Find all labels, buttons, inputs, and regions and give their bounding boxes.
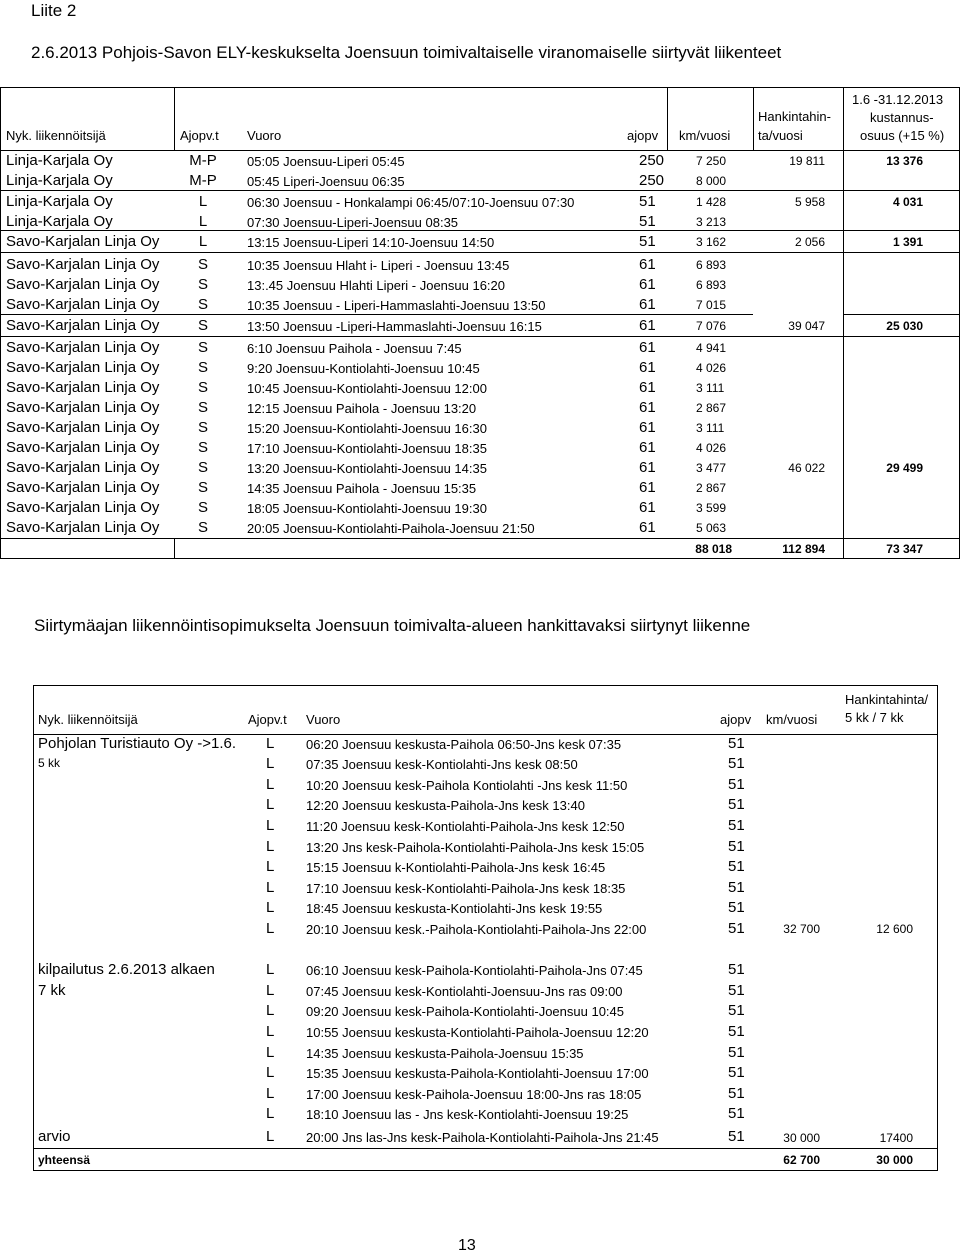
route-days: L <box>266 755 275 772</box>
route-description: 09:20 Joensuu kesk-Paihola-Kontiolahti-Joensuu 10:45 <box>306 1004 624 1019</box>
row-km: 3 213 <box>696 215 727 229</box>
row-operator: Linja-Karjala Oy <box>6 152 113 169</box>
route-days: L <box>266 1128 275 1145</box>
route-ajopv: 51 <box>728 817 745 834</box>
appendix-label: Liite 2 <box>31 1 77 20</box>
row-days: S <box>197 419 208 436</box>
route-description: 10:55 Joensuu keskusta-Kontiolahti-Paihola-Joensuu 12:20 <box>306 1025 649 1040</box>
route-description: 20:00 Jns las-Jns kesk-Paihola-Kontiolahti-Paihola-Jns 21:45 <box>306 1130 659 1145</box>
row-ajopv: 61 <box>639 419 656 436</box>
row-days: S <box>197 399 208 416</box>
header-km: km/vuosi <box>679 128 731 143</box>
header-operator: Nyk. liikennöitsijä <box>6 128 106 143</box>
row-operator: Savo-Karjalan Linja Oy <box>6 233 160 250</box>
row-km: 2 867 <box>696 401 727 415</box>
route-ajopv: 51 <box>728 755 745 772</box>
row-days: S <box>197 479 208 496</box>
row-km: 6 893 <box>696 258 727 272</box>
row-route: 13:20 Joensuu-Kontiolahti-Joensuu 14:35 <box>247 461 487 476</box>
group2-cost: 17400 <box>879 1131 913 1145</box>
route-description: 07:35 Joensuu kesk-Kontiolahti-Jns kesk 08:50 <box>306 757 578 772</box>
row-cost: 2 056 <box>794 235 825 249</box>
row-ajopv: 61 <box>639 296 656 313</box>
route-ajopv: 51 <box>728 1128 745 1145</box>
row-ajopv: 61 <box>639 439 656 456</box>
page-title: 2.6.2013 Pohjois-Savon ELY-keskukselta Joensuun toimivaltaiselle viranomaiselle siirtyvät liikenteet <box>31 43 782 62</box>
row-route: 14:35 Joensuu Paihola - Joensuu 15:35 <box>247 481 477 496</box>
route-days: L <box>266 1023 275 1040</box>
row-km: 3 162 <box>696 235 727 249</box>
route-days: L <box>266 961 275 978</box>
row-days: S <box>197 519 208 536</box>
group2-operator: kilpailutus 2.6.2013 alkaen <box>38 961 215 978</box>
t2-total-km: 62 700 <box>783 1153 820 1167</box>
route-description: 12:20 Joensuu keskusta-Paihola-Jns kesk 13:40 <box>306 798 585 813</box>
row-km: 6 893 <box>696 278 727 292</box>
row-days: S <box>197 256 208 273</box>
route-description: 06:20 Joensuu keskusta-Paihola 06:50-Jns kesk 07:35 <box>306 737 622 752</box>
route-days: L <box>266 1044 275 1061</box>
row-km: 3 599 <box>696 501 727 515</box>
route-days: L <box>266 1064 275 1081</box>
row-operator: Savo-Karjalan Linja Oy <box>6 379 160 396</box>
row-ajopv: 61 <box>639 519 656 536</box>
row-route: 9:20 Joensuu-Kontiolahti-Joensuu 10:45 <box>247 361 480 376</box>
header-share-b: kustannus- <box>870 110 934 125</box>
route-days: L <box>266 817 275 834</box>
route-days: L <box>266 1085 275 1102</box>
total-km: 88 018 <box>695 542 732 556</box>
row-operator: Linja-Karjala Oy <box>6 172 113 189</box>
route-ajopv: 51 <box>728 735 745 752</box>
row-days: S <box>197 317 208 334</box>
t2-header-km: km/vuosi <box>766 712 818 727</box>
route-days: L <box>266 1105 275 1122</box>
row-operator: Savo-Karjalan Linja Oy <box>6 479 160 496</box>
row-route: 05:05 Joensuu-Liperi 05:45 <box>247 154 405 169</box>
row-operator: Savo-Karjalan Linja Oy <box>6 339 160 356</box>
row-km: 8 000 <box>696 174 727 188</box>
row-days: L <box>198 193 208 210</box>
route-description: 17:10 Joensuu kesk-Kontiolahti-Paihola-Jns kesk 18:35 <box>306 881 626 896</box>
route-days: L <box>266 796 275 813</box>
route-ajopv: 51 <box>728 838 745 855</box>
total-share: 73 347 <box>886 542 923 556</box>
row-ajopv: 51 <box>639 233 656 250</box>
row-days: S <box>197 296 208 313</box>
row-operator: Savo-Karjalan Linja Oy <box>6 519 160 536</box>
route-ajopv: 51 <box>728 776 745 793</box>
header-route: Vuoro <box>247 128 282 143</box>
group1-cost: 12 600 <box>876 922 913 936</box>
header-share-c: osuus (+15 %) <box>860 128 945 143</box>
group2-duration: 7 kk <box>38 982 66 999</box>
route-ajopv: 51 <box>728 982 745 999</box>
t2-total-label: yhteensä <box>38 1153 91 1167</box>
row-route: 10:45 Joensuu-Kontiolahti-Joensuu 12:00 <box>247 381 487 396</box>
row-cost: 39 047 <box>788 319 825 333</box>
row-km: 4 941 <box>696 341 727 355</box>
group2-estimate: arvio <box>38 1128 71 1145</box>
header-cost-a: Hankintahin- <box>758 109 831 124</box>
header-ajopv: ajopv <box>627 128 659 143</box>
row-ajopv: 51 <box>639 193 656 210</box>
row-cost: 5 958 <box>794 195 825 209</box>
route-description: 14:35 Joensuu keskusta-Paihola-Joensuu 15:35 <box>306 1046 584 1061</box>
row-km: 3 111 <box>696 381 725 395</box>
row-km: 2 867 <box>696 481 727 495</box>
row-route: 17:10 Joensuu-Kontiolahti-Joensuu 18:35 <box>247 441 487 456</box>
route-days: L <box>266 899 275 916</box>
row-km: 4 026 <box>696 361 727 375</box>
t2-header-days: Ajopv.t <box>248 712 287 727</box>
route-days: L <box>266 1002 275 1019</box>
row-route: 13:15 Joensuu-Liperi 14:10-Joensuu 14:50 <box>247 235 495 250</box>
row-ajopv: 61 <box>639 499 656 516</box>
row-operator: Savo-Karjalan Linja Oy <box>6 459 160 476</box>
group1-operator: Pohjolan Turistiauto Oy ->1.6. <box>38 735 237 752</box>
row-route: 18:05 Joensuu-Kontiolahti-Joensuu 19:30 <box>247 501 487 516</box>
header-days: Ajopv.t <box>180 128 219 143</box>
route-description: 18:10 Joensuu las - Jns kesk-Kontiolahti-Joensuu 19:25 <box>306 1107 629 1122</box>
route-ajopv: 51 <box>728 1085 745 1102</box>
header-share-a: 1.6 -31.12.2013 <box>852 92 944 107</box>
t2-header-operator: Nyk. liikennöitsijä <box>38 712 138 727</box>
row-share: 4 031 <box>892 195 923 209</box>
route-description: 06:10 Joensuu kesk-Paihola-Kontiolahti-Paihola-Jns 07:45 <box>306 963 643 978</box>
row-share: 25 030 <box>886 319 923 333</box>
row-days: M-P <box>189 172 217 189</box>
row-route: 10:35 Joensuu Hlaht i- Liperi - Joensuu 13:45 <box>247 258 510 273</box>
row-route: 6:10 Joensuu Paihola - Joensuu 7:45 <box>247 341 462 356</box>
row-operator: Linja-Karjala Oy <box>6 213 113 230</box>
route-days: L <box>266 776 275 793</box>
route-ajopv: 51 <box>728 1023 745 1040</box>
group2-km: 30 000 <box>783 1131 820 1145</box>
row-days: L <box>198 233 208 250</box>
row-km: 4 026 <box>696 441 727 455</box>
row-operator: Savo-Karjalan Linja Oy <box>6 317 160 334</box>
row-km: 3 477 <box>696 461 727 475</box>
route-description: 18:45 Joensuu keskusta-Kontiolahti-Jns kesk 19:55 <box>306 901 603 916</box>
row-days: S <box>197 339 208 356</box>
route-days: L <box>266 920 275 937</box>
route-description: 15:35 Joensuu keskusta-Paihola-Kontiolahti-Joensuu 17:00 <box>306 1066 649 1081</box>
row-ajopv: 61 <box>639 459 656 476</box>
row-km: 7 250 <box>696 154 727 168</box>
row-route: 13:.45 Joensuu Hlahti Liperi - Joensuu 16:20 <box>247 278 506 293</box>
row-route: 13:50 Joensuu -Liperi-Hammaslahti-Joensuu 16:15 <box>247 319 542 334</box>
row-ajopv: 61 <box>639 317 656 334</box>
row-operator: Savo-Karjalan Linja Oy <box>6 256 160 273</box>
row-route: 10:35 Joensuu - Liperi-Hammaslahti-Joensuu 13:50 <box>247 298 546 313</box>
route-description: 20:10 Joensuu kesk.-Paihola-Kontiolahti-Paihola-Jns 22:00 <box>306 922 647 937</box>
t2-header-ajopv: ajopv <box>720 712 752 727</box>
row-ajopv: 61 <box>639 276 656 293</box>
row-ajopv: 61 <box>639 339 656 356</box>
section-title: Siirtymäajan liikennöintisopimukselta Joensuun toimivalta-alueen hankittavaksi siirtynyt liikenne <box>34 616 751 635</box>
route-days: L <box>266 838 275 855</box>
route-ajopv: 51 <box>728 1044 745 1061</box>
row-operator: Linja-Karjala Oy <box>6 193 113 210</box>
route-description: 10:20 Joensuu kesk-Paihola Kontiolahti -Jns kesk 11:50 <box>306 778 628 793</box>
group1-km: 32 700 <box>783 922 820 936</box>
row-operator: Savo-Karjalan Linja Oy <box>6 399 160 416</box>
route-days: L <box>266 982 275 999</box>
row-km: 3 111 <box>696 421 725 435</box>
route-ajopv: 51 <box>728 1105 745 1122</box>
row-operator: Savo-Karjalan Linja Oy <box>6 359 160 376</box>
t2-total-cost: 30 000 <box>876 1153 913 1167</box>
route-days: L <box>266 858 275 875</box>
route-ajopv: 51 <box>728 920 745 937</box>
route-ajopv: 51 <box>728 961 745 978</box>
route-ajopv: 51 <box>728 1002 745 1019</box>
row-ajopv: 61 <box>639 256 656 273</box>
row-route: 20:05 Joensuu-Kontiolahti-Paihola-Joensuu 21:50 <box>247 521 535 536</box>
route-days: L <box>266 735 275 752</box>
row-ajopv: 250 <box>639 172 665 189</box>
row-ajopv: 61 <box>639 479 656 496</box>
row-ajopv: 61 <box>639 379 656 396</box>
row-km: 7 076 <box>696 319 727 333</box>
row-cost: 19 811 <box>789 154 825 168</box>
row-ajopv: 51 <box>639 213 656 230</box>
page-number: 13 <box>458 1237 476 1254</box>
row-days: S <box>197 459 208 476</box>
row-ajopv: 250 <box>639 152 665 169</box>
route-ajopv: 51 <box>728 899 745 916</box>
route-ajopv: 51 <box>728 796 745 813</box>
row-operator: Savo-Karjalan Linja Oy <box>6 276 160 293</box>
route-description: 15:15 Joensuu k-Kontiolahti-Paihola-Jns kesk 16:45 <box>306 860 606 875</box>
route-ajopv: 51 <box>728 879 745 896</box>
row-operator: Savo-Karjalan Linja Oy <box>6 499 160 516</box>
row-days: S <box>197 359 208 376</box>
row-days: M-P <box>189 152 217 169</box>
group1-duration: 5 kk <box>38 756 61 770</box>
row-km: 1 428 <box>696 195 727 209</box>
row-operator: Savo-Karjalan Linja Oy <box>6 439 160 456</box>
row-share: 29 499 <box>886 461 923 475</box>
row-km: 7 015 <box>696 298 727 312</box>
t2-header-cost-b: 5 kk / 7 kk <box>845 710 904 725</box>
row-ajopv: 61 <box>639 399 656 416</box>
row-ajopv: 61 <box>639 359 656 376</box>
row-route: 05:45 Liperi-Joensuu 06:35 <box>247 174 405 189</box>
row-share: 1 391 <box>892 235 923 249</box>
route-description: 13:20 Jns kesk-Paihola-Kontiolahti-Paihola-Jns kesk 15:05 <box>306 840 645 855</box>
t2-header-route: Vuoro <box>306 712 341 727</box>
row-days: S <box>197 439 208 456</box>
header-cost-b: ta/vuosi <box>758 128 803 143</box>
row-days: S <box>197 276 208 293</box>
row-operator: Savo-Karjalan Linja Oy <box>6 419 160 436</box>
row-cost: 46 022 <box>788 461 825 475</box>
row-days: L <box>198 213 208 230</box>
route-days: L <box>266 879 275 896</box>
route-ajopv: 51 <box>728 1064 745 1081</box>
t2-header-cost-a: Hankintahinta/ <box>845 692 929 707</box>
row-days: S <box>197 499 208 516</box>
total-cost: 112 894 <box>782 542 825 556</box>
route-description: 11:20 Joensuu kesk-Kontiolahti-Paihola-Jns kesk 12:50 <box>306 819 625 834</box>
row-share: 13 376 <box>886 154 923 168</box>
row-km: 5 063 <box>696 521 727 535</box>
row-route: 07:30 Joensuu-Liperi-Joensuu 08:35 <box>247 215 459 230</box>
row-route: 12:15 Joensuu Paihola - Joensuu 13:20 <box>247 401 477 416</box>
row-days: S <box>197 379 208 396</box>
route-description: 17:00 Joensuu kesk-Paihola-Joensuu 18:00-Jns ras 18:05 <box>306 1087 642 1102</box>
row-operator: Savo-Karjalan Linja Oy <box>6 296 160 313</box>
route-description: 07:45 Joensuu kesk-Kontiolahti-Joensuu-Jns ras 09:00 <box>306 984 623 999</box>
row-route: 06:30 Joensuu - Honkalampi 06:45/07:10-Joensuu 07:30 <box>247 195 575 210</box>
row-route: 15:20 Joensuu-Kontiolahti-Joensuu 16:30 <box>247 421 487 436</box>
route-ajopv: 51 <box>728 858 745 875</box>
